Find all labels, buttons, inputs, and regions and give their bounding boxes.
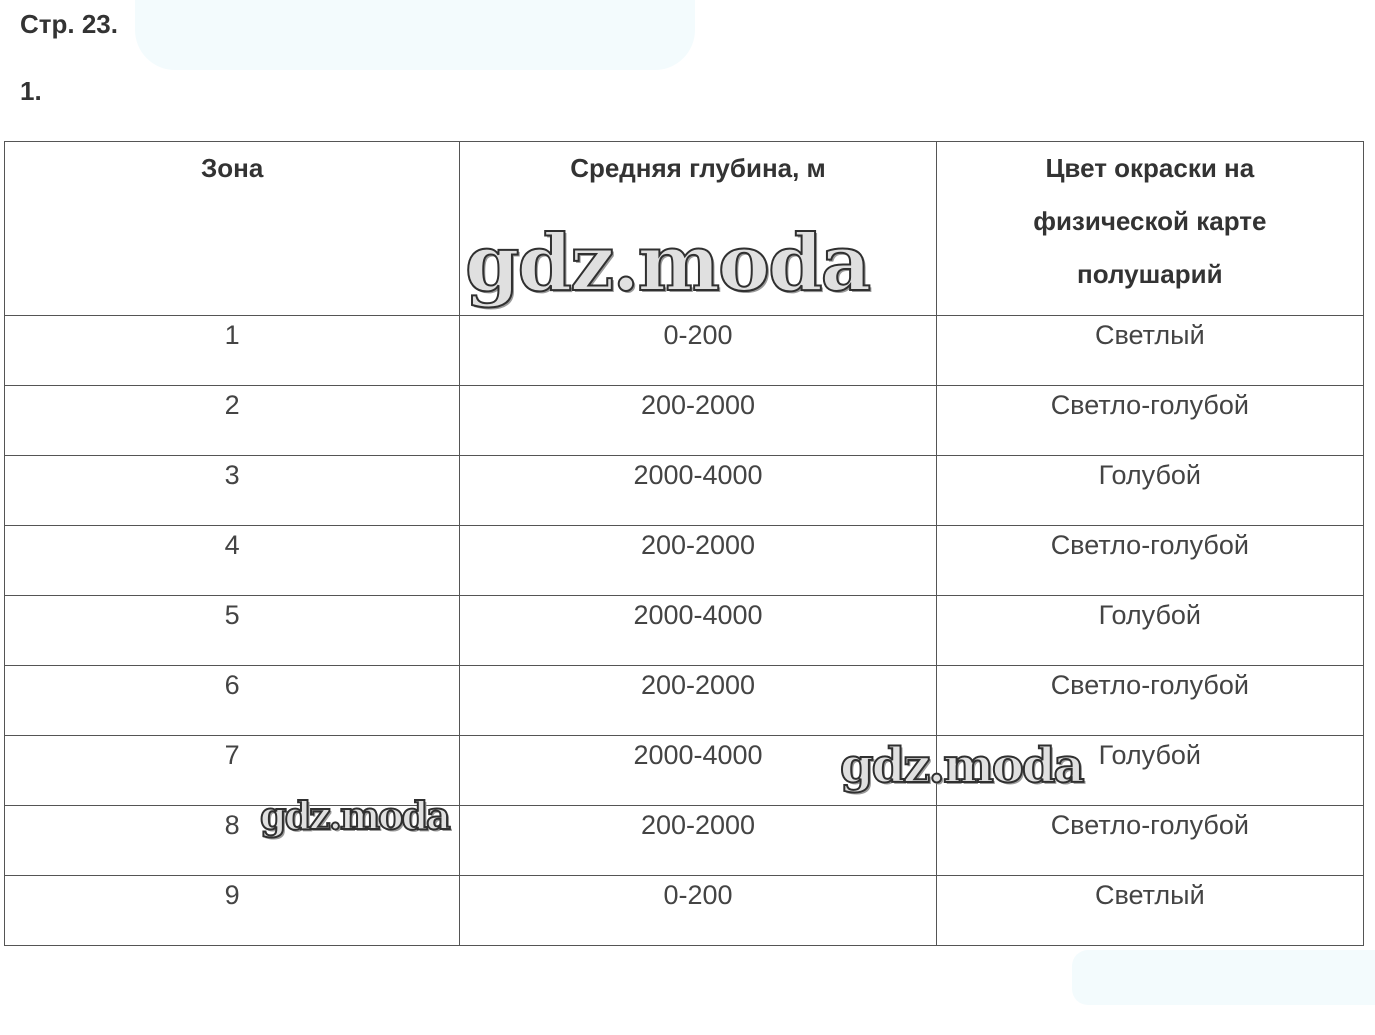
zone-cell: 3 xyxy=(5,456,460,526)
table-row xyxy=(5,666,1364,736)
color-cell: Светло-голубой xyxy=(936,386,1363,456)
table-row xyxy=(5,386,1364,456)
depth-cell: 0-200 xyxy=(460,316,936,386)
zone-cell: 8 xyxy=(5,806,460,876)
page-label: Стр. 23. xyxy=(20,9,118,39)
depth-cell: 200-2000 xyxy=(460,806,936,876)
table-row xyxy=(5,596,1364,666)
color-cell: Голубой xyxy=(936,456,1363,526)
table-row xyxy=(5,526,1364,596)
zone-cell: 1 xyxy=(5,316,460,386)
zone-cell: 7 xyxy=(5,736,460,806)
background-shape-top xyxy=(135,0,695,70)
watermark-logo: gdz.moda xyxy=(465,218,870,309)
depth-cell: 2000-4000 xyxy=(460,736,936,806)
background-shape-bottom xyxy=(1072,950,1375,1005)
color-cell: Светло-голубой xyxy=(936,666,1363,736)
color-cell: Светлый xyxy=(936,316,1363,386)
header-depth-line: Средняя глубина, м xyxy=(570,153,826,183)
depth-cell: 2000-4000 xyxy=(460,456,936,526)
zone-cell: 5 xyxy=(5,596,460,666)
depth-cell: 200-2000 xyxy=(460,666,936,736)
header-color-line-2: физической карте xyxy=(1033,206,1267,236)
zone-cell: 4 xyxy=(5,526,460,596)
table-row xyxy=(5,876,1364,946)
header-color xyxy=(936,142,1363,316)
header-zone-line: Зона xyxy=(200,153,264,183)
task-number: 1. xyxy=(20,76,42,106)
color-cell: Голубой xyxy=(936,736,1363,806)
watermark-logo: gdz.moda xyxy=(260,793,449,838)
color-cell: Голубой xyxy=(936,596,1363,666)
color-cell: Светло-голубой xyxy=(936,806,1363,876)
depth-cell: 200-2000 xyxy=(460,386,936,456)
color-cell: Светло-голубой xyxy=(936,526,1363,596)
table-row xyxy=(5,316,1364,386)
depth-cell: 2000-4000 xyxy=(460,596,936,666)
depth-cell: 0-200 xyxy=(460,876,936,946)
zone-cell: 9 xyxy=(5,876,460,946)
color-cell: Светлый xyxy=(936,876,1363,946)
zone-cell: 2 xyxy=(5,386,460,456)
table-row xyxy=(5,736,1364,806)
table-row xyxy=(5,806,1364,876)
header-color-line-3: полушарий xyxy=(1077,259,1223,289)
zone-cell: 6 xyxy=(5,666,460,736)
header-zone xyxy=(5,142,460,316)
watermark-logo: gdz.moda xyxy=(840,738,1083,794)
depth-cell: 200-2000 xyxy=(460,526,936,596)
header-color-line-1: Цвет окраски на xyxy=(1045,153,1255,183)
table-row xyxy=(5,456,1364,526)
